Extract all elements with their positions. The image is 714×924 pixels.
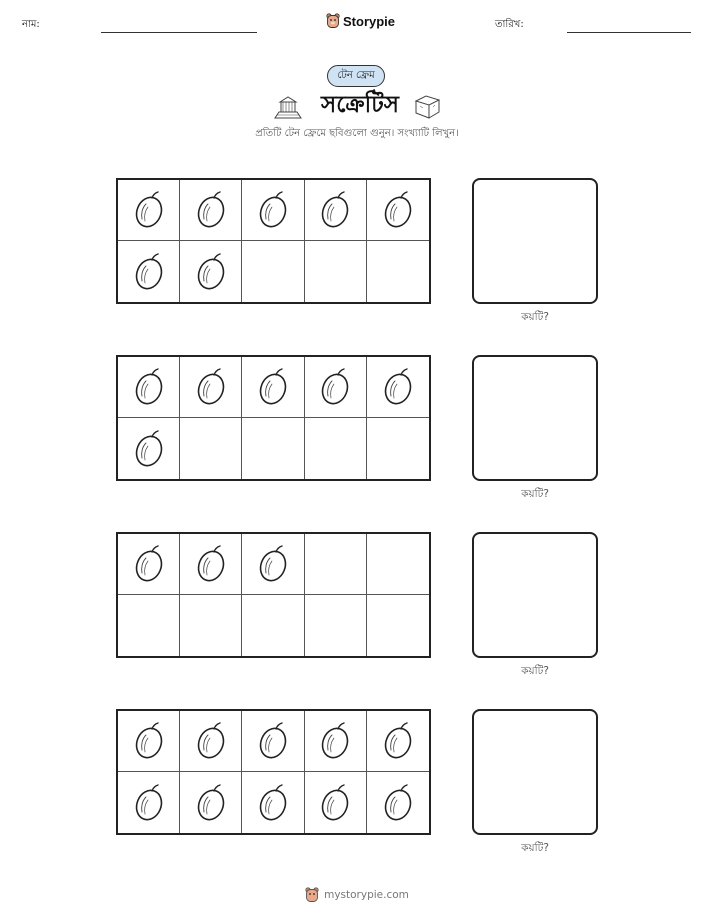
answer-box-4[interactable] bbox=[472, 709, 598, 835]
answer-box-2[interactable] bbox=[472, 355, 598, 481]
plum-icon bbox=[257, 721, 289, 761]
count-label-1: কয়টি? bbox=[521, 311, 549, 323]
plum-icon bbox=[133, 252, 165, 292]
ten-frame-cell bbox=[367, 180, 429, 241]
plum-icon bbox=[319, 721, 351, 761]
ten-frame-cell bbox=[242, 534, 304, 595]
plum-icon bbox=[133, 190, 165, 230]
ten-frame-cell bbox=[180, 180, 242, 241]
plum-icon bbox=[319, 783, 351, 823]
plum-icon bbox=[319, 367, 351, 407]
ten-frame-cell bbox=[118, 534, 180, 595]
instructions: প্রতিটি টেন ফ্রেমে ছবিগুলো গুনুন। সংখ্যাটি লিখুন। bbox=[255, 128, 459, 139]
plum-icon bbox=[382, 783, 414, 823]
ten-frame-2 bbox=[116, 355, 431, 481]
plum-icon bbox=[133, 429, 165, 469]
plum-icon bbox=[195, 544, 227, 584]
ten-frame-cell bbox=[367, 711, 429, 772]
ten-frame-4 bbox=[116, 709, 431, 835]
ten-frame-1 bbox=[116, 178, 431, 304]
worksheet-tag: টেন ফ্রেম bbox=[327, 65, 385, 87]
ten-frame-cell bbox=[180, 534, 242, 595]
ten-frame-cell bbox=[242, 357, 304, 418]
ten-frame-cell bbox=[180, 595, 242, 656]
ten-frame-cell bbox=[367, 418, 429, 479]
ten-frame-cell bbox=[118, 241, 180, 302]
ten-frame-cell bbox=[305, 595, 367, 656]
count-label-4: কয়টি? bbox=[521, 842, 549, 854]
plum-icon bbox=[382, 721, 414, 761]
plum-icon bbox=[133, 721, 165, 761]
ten-frame-cell bbox=[118, 180, 180, 241]
worksheet-title: সক্রেটিস bbox=[321, 92, 399, 118]
answer-box-1[interactable] bbox=[472, 178, 598, 304]
plum-icon bbox=[195, 721, 227, 761]
count-label-2: কয়টি? bbox=[521, 488, 549, 500]
ten-frame-cell bbox=[118, 357, 180, 418]
stone-block-icon bbox=[412, 92, 442, 120]
name-field[interactable] bbox=[101, 32, 257, 33]
plum-icon bbox=[133, 544, 165, 584]
ten-frame-cell bbox=[118, 772, 180, 833]
date-field[interactable] bbox=[567, 32, 691, 33]
ten-frame-cell bbox=[305, 357, 367, 418]
plum-icon bbox=[195, 367, 227, 407]
brand-name: Storypie bbox=[343, 13, 396, 29]
plum-icon bbox=[195, 190, 227, 230]
ten-frame-cell bbox=[118, 595, 180, 656]
plum-icon bbox=[257, 544, 289, 584]
ten-frame-cell bbox=[118, 418, 180, 479]
footer bbox=[0, 887, 714, 903]
plum-icon bbox=[382, 190, 414, 230]
bear-mascot-icon bbox=[326, 13, 340, 29]
footer-url: mystorypie.com bbox=[324, 889, 409, 901]
ten-frame-cell bbox=[305, 241, 367, 302]
plum-icon bbox=[319, 190, 351, 230]
ten-frame-cell bbox=[305, 711, 367, 772]
ten-frame-cell bbox=[305, 772, 367, 833]
ten-frame-cell bbox=[305, 534, 367, 595]
plum-icon bbox=[195, 252, 227, 292]
ten-frame-cell bbox=[242, 711, 304, 772]
ten-frame-cell bbox=[367, 357, 429, 418]
ten-frame-3 bbox=[116, 532, 431, 658]
count-label-3: কয়টি? bbox=[521, 665, 549, 677]
ten-frame-cell bbox=[367, 241, 429, 302]
ten-frame-cell bbox=[118, 711, 180, 772]
ten-frame-cell bbox=[180, 241, 242, 302]
plum-icon bbox=[195, 783, 227, 823]
plum-icon bbox=[133, 367, 165, 407]
plum-icon bbox=[257, 783, 289, 823]
ten-frame-cell bbox=[180, 357, 242, 418]
answer-box-3[interactable] bbox=[472, 532, 598, 658]
plum-icon bbox=[382, 367, 414, 407]
ten-frame-cell bbox=[305, 180, 367, 241]
ten-frame-cell bbox=[180, 772, 242, 833]
plum-icon bbox=[257, 367, 289, 407]
ten-frame-cell bbox=[242, 180, 304, 241]
brand-logo bbox=[326, 13, 395, 29]
ten-frame-cell bbox=[180, 711, 242, 772]
bear-mascot-icon bbox=[305, 887, 319, 903]
ten-frame-cell bbox=[367, 534, 429, 595]
ten-frame-cell bbox=[242, 241, 304, 302]
date-label: তারিখ: bbox=[495, 19, 524, 30]
name-label: নাম: bbox=[22, 19, 40, 30]
ten-frame-cell bbox=[305, 418, 367, 479]
ten-frame-cell bbox=[367, 772, 429, 833]
ten-frame-cell bbox=[180, 418, 242, 479]
ten-frame-cell bbox=[242, 595, 304, 656]
greek-temple-icon bbox=[273, 94, 303, 120]
ten-frame-cell bbox=[367, 595, 429, 656]
plum-icon bbox=[257, 190, 289, 230]
ten-frame-cell bbox=[242, 418, 304, 479]
ten-frame-cell bbox=[242, 772, 304, 833]
plum-icon bbox=[133, 783, 165, 823]
